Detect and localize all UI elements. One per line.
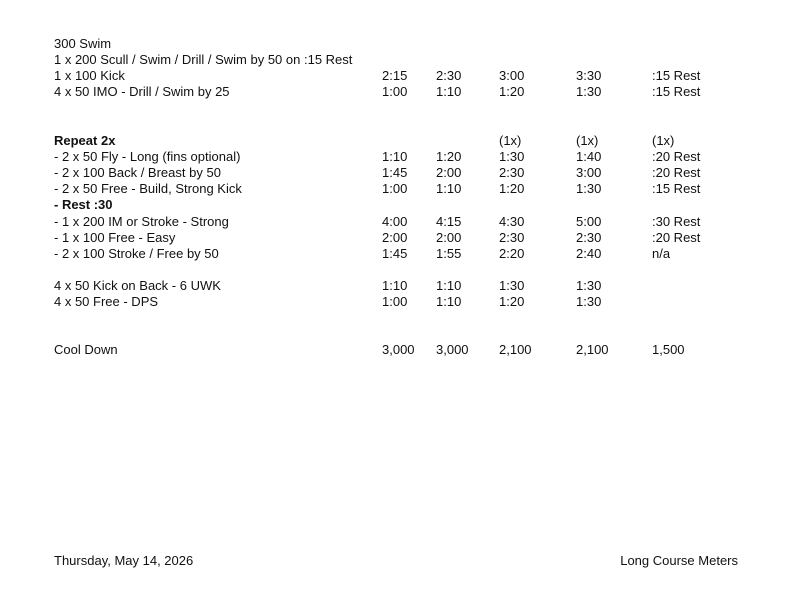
- set-description: - 1 x 200 IM or Stroke - Strong: [54, 214, 229, 229]
- interval-col-4: 5:00: [576, 214, 602, 229]
- interval-col-5: :30 Rest: [652, 214, 701, 229]
- interval-col-5: :15 Rest: [652, 84, 701, 99]
- interval-col-2: 1:20: [436, 149, 462, 164]
- interval-col-4: 1:40: [576, 149, 602, 164]
- interval-col-1: 1:00: [382, 181, 408, 196]
- set-description: 4 x 50 IMO - Drill / Swim by 25: [54, 84, 230, 99]
- set-description: 1 x 200 Scull / Swim / Drill / Swim by 50 on :15 Rest: [54, 52, 353, 67]
- interval-col-1: 2:15: [382, 68, 408, 83]
- line-free-easy: [54, 230, 754, 246]
- footer-course: Long Course Meters: [620, 553, 738, 568]
- interval-col-3: 1:30: [499, 149, 525, 164]
- set-description: - Rest :30: [54, 197, 113, 212]
- interval-col-1: 1:45: [382, 165, 408, 180]
- interval-col-3: 1:20: [499, 294, 525, 309]
- line-300-swim: [54, 36, 754, 52]
- interval-col-1: 1:10: [382, 278, 408, 293]
- interval-col-2: 1:10: [436, 84, 462, 99]
- interval-col-1: 1:10: [382, 149, 408, 164]
- total-col-2: 3,000: [436, 342, 469, 357]
- interval-col-1: 2:00: [382, 230, 408, 245]
- interval-col-4: 3:00: [576, 165, 602, 180]
- line-rest-30: [54, 197, 754, 213]
- interval-col-1: 1:00: [382, 84, 408, 99]
- interval-col-5: :20 Rest: [652, 149, 701, 164]
- set-description: - 1 x 100 Free - Easy: [54, 230, 176, 245]
- interval-col-4: 3:30: [576, 68, 602, 83]
- line-free-build: [54, 181, 754, 197]
- set-description: 4 x 50 Free - DPS: [54, 294, 159, 309]
- set-description: - 2 x 50 Fly - Long (fins optional): [54, 149, 241, 164]
- interval-col-3: 3:00: [499, 68, 525, 83]
- interval-col-3: 1:30: [499, 278, 525, 293]
- interval-col-2: 4:15: [436, 214, 462, 229]
- interval-col-5: :20 Rest: [652, 230, 701, 245]
- line-cool-down: [54, 342, 754, 358]
- interval-col-5: :15 Rest: [652, 181, 701, 196]
- interval-col-3: 2:20: [499, 246, 525, 261]
- total-col-4: 2,100: [576, 342, 609, 357]
- interval-col-3: 1:20: [499, 181, 525, 196]
- footer-date: Thursday, May 14, 2026: [54, 553, 194, 568]
- interval-col-4: 2:30: [576, 230, 602, 245]
- interval-col-5: :15 Rest: [652, 68, 701, 83]
- interval-col-2: 1:55: [436, 246, 462, 261]
- interval-col-1: 1:00: [382, 294, 408, 309]
- set-description: - 2 x 100 Back / Breast by 50: [54, 165, 221, 180]
- interval-col-4: 1:30: [576, 294, 602, 309]
- interval-col-4: 1:30: [576, 181, 602, 196]
- interval-col-2: 2:00: [436, 230, 462, 245]
- interval-col-4: (1x): [576, 133, 599, 148]
- set-description: Cool Down: [54, 342, 118, 357]
- interval-col-2: 2:30: [436, 68, 462, 83]
- interval-col-1: 4:00: [382, 214, 408, 229]
- line-scull-swim: [54, 52, 754, 68]
- interval-col-3: 2:30: [499, 230, 525, 245]
- interval-col-3: (1x): [499, 133, 522, 148]
- set-description: 1 x 100 Kick: [54, 68, 125, 83]
- line-free-dps: [54, 294, 754, 310]
- set-description: 4 x 50 Kick on Back - 6 UWK: [54, 278, 221, 293]
- line-imo: [54, 84, 754, 100]
- interval-col-5: :20 Rest: [652, 165, 701, 180]
- line-kick-on-back: [54, 278, 754, 294]
- interval-col-5: n/a: [652, 246, 671, 261]
- interval-col-3: 2:30: [499, 165, 525, 180]
- total-col-1: 3,000: [382, 342, 415, 357]
- line-stroke-free: [54, 246, 754, 262]
- set-description: Repeat 2x: [54, 133, 116, 148]
- line-repeat-2x: [54, 133, 754, 149]
- total-col-5: 1,500: [652, 342, 685, 357]
- set-description: - 2 x 100 Stroke / Free by 50: [54, 246, 219, 261]
- set-description: 300 Swim: [54, 36, 112, 51]
- interval-col-3: 4:30: [499, 214, 525, 229]
- line-kick: [54, 68, 754, 84]
- interval-col-5: (1x): [652, 133, 675, 148]
- interval-col-1: 1:45: [382, 246, 408, 261]
- interval-col-3: 1:20: [499, 84, 525, 99]
- line-im-stroke: [54, 214, 754, 230]
- interval-col-2: 1:10: [436, 278, 462, 293]
- line-back-breast: [54, 165, 754, 181]
- set-description: - 2 x 50 Free - Build, Strong Kick: [54, 181, 242, 196]
- interval-col-4: 2:40: [576, 246, 602, 261]
- total-col-3: 2,100: [499, 342, 532, 357]
- interval-col-4: 1:30: [576, 278, 602, 293]
- interval-col-2: 1:10: [436, 181, 462, 196]
- line-fly: [54, 149, 754, 165]
- interval-col-2: 2:00: [436, 165, 462, 180]
- interval-col-2: 1:10: [436, 294, 462, 309]
- interval-col-4: 1:30: [576, 84, 602, 99]
